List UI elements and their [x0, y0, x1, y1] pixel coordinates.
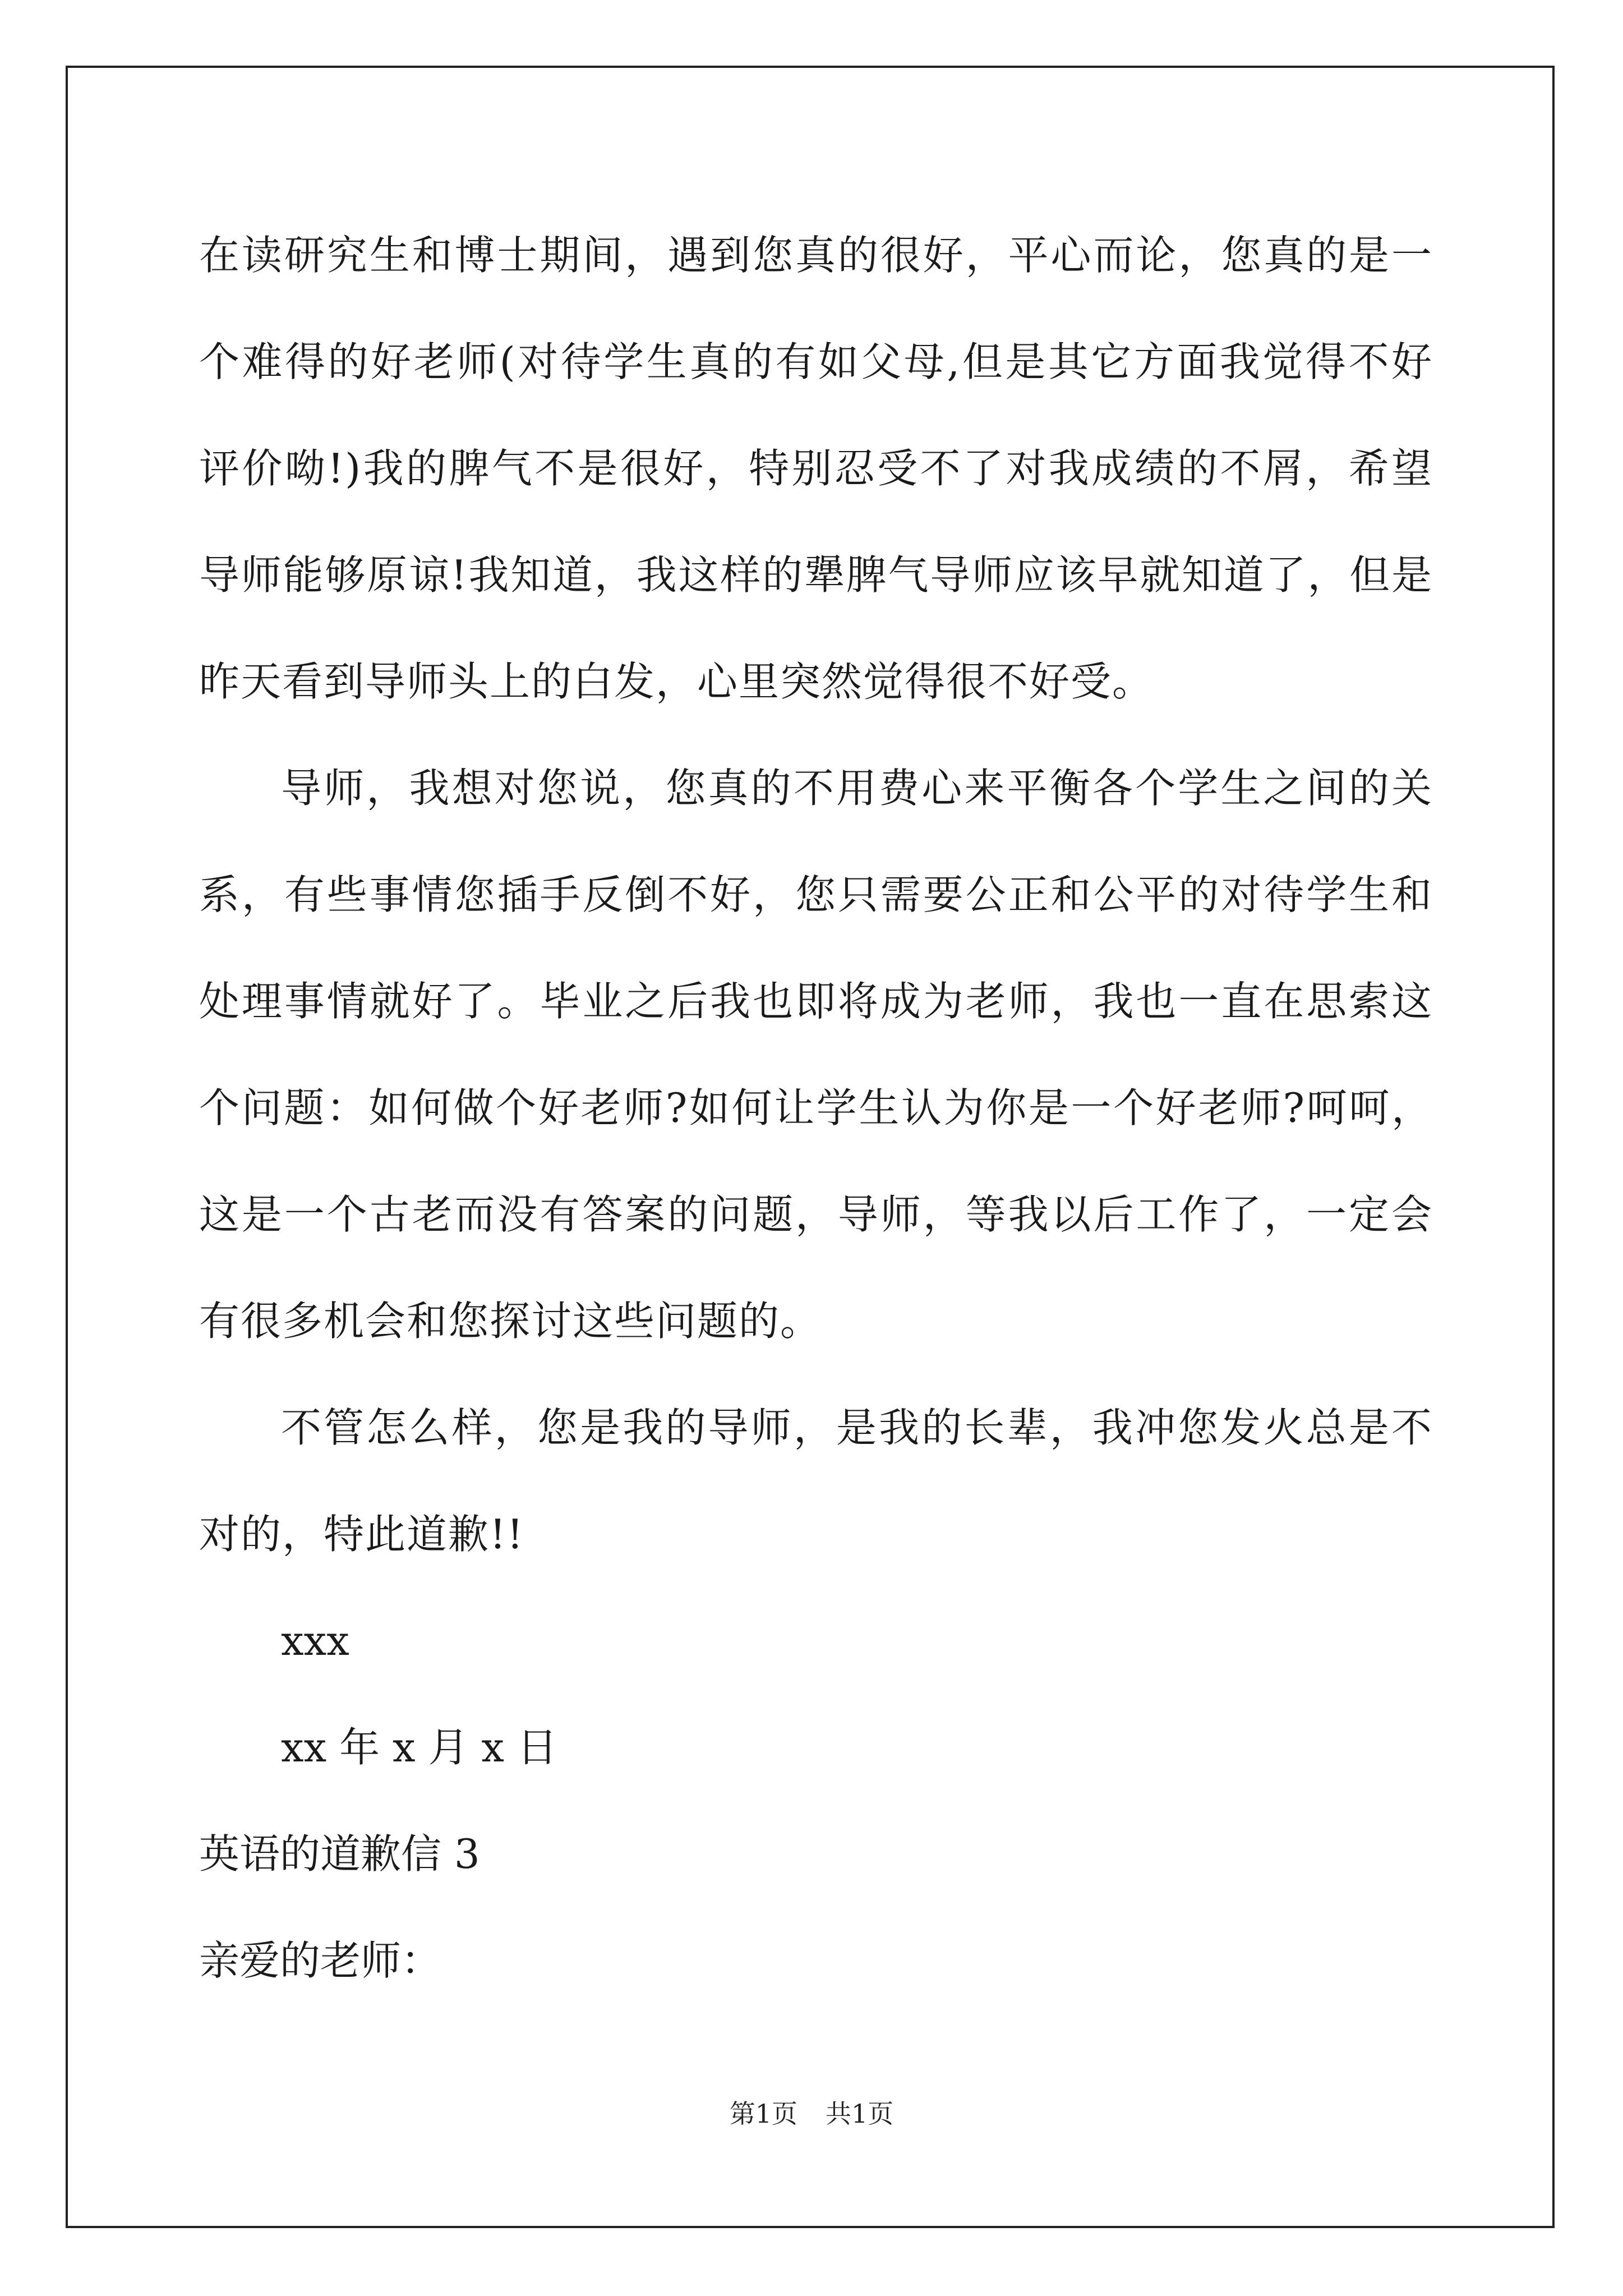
signature-date: xx 年 x 月 x 日 — [281, 1724, 557, 1771]
page-number: 第1页 — [729, 2099, 797, 2129]
signature-name: xxx — [281, 1617, 349, 1664]
paragraph-2: 导师，我想对您说，您真的不用费心来平衡各个学生之间的关系，有些事情您插手反倒不好，您只需要公正和公平的对待学生和处理事情就好了。毕业之后我也即将成为老师，我也一直在思索这个问题：如何做个好老师?如何让学生认为你是一个好老师?呵呵，这是一个古老而没有答案的问题，导师，等我以后工作了，一定会有很多机会和您探讨这些问题的。 — [199, 765, 1433, 1345]
document-body — [199, 202, 1433, 2014]
paragraph-1: 在读研究生和博士期间，遇到您真的很好，平心而论，您真的是一个难得的好老师(对待学生真的有如父母,但是其它方面我觉得不好评价呦!)我的脾气不是很好，特别忍受不了对我成绩的不屑，希望导师能够原谅!我知道，我这样的犟脾气导师应该早就知道了，但是昨天看到导师头上的白发，心里突然觉得很不好受。 — [199, 232, 1433, 705]
salutation: 亲爱的老师： — [199, 1937, 442, 1984]
page-footer — [0, 2093, 1623, 2131]
paragraph-3: 不管怎么样，您是我的导师，是我的长辈，我冲您发火总是不对的，特此道歉!! — [199, 1404, 1433, 1558]
section-title: 英语的道歉信 3 — [199, 1830, 480, 1878]
page-total: 共1页 — [826, 2099, 894, 2129]
